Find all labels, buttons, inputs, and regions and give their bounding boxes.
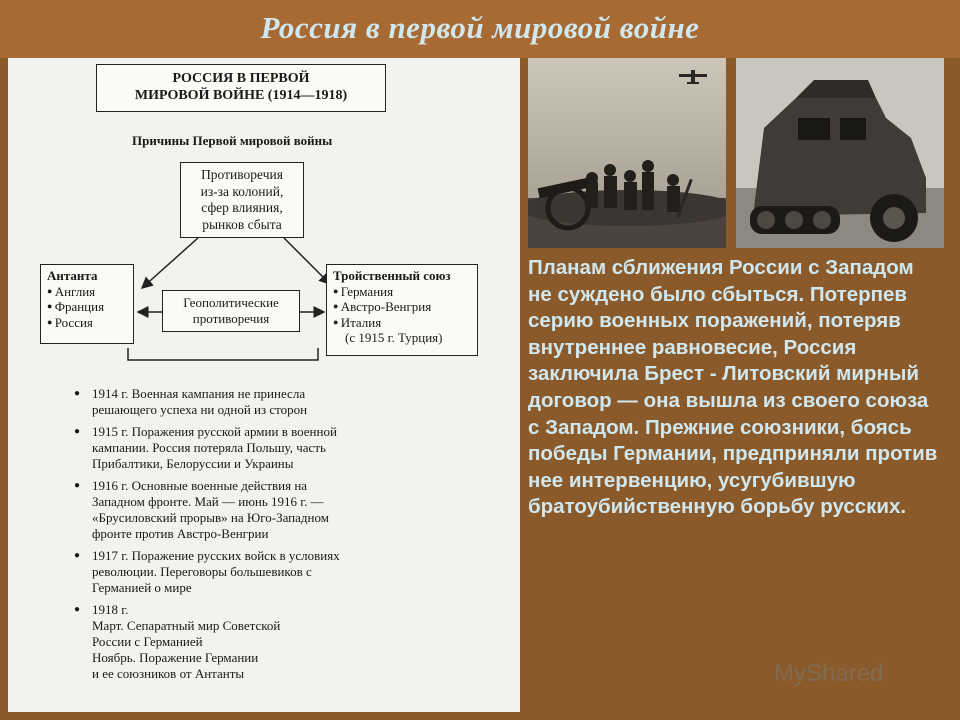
contradictions-line: рынков сбыта bbox=[202, 216, 282, 232]
entente-member: ● Англия bbox=[47, 284, 133, 300]
entente-member: ● Россия bbox=[47, 315, 133, 331]
scheme-title-line-2: МИРОВОЙ ВОЙНЕ (1914—1918) bbox=[134, 88, 348, 103]
body-paragraph: Планам сближения России с Западом не суждено было сбыться. Потерпев серию военных поражений, потеряв внутреннее равновесие, Россия заключила Брест - Литовский мирный договор — она вышла из своего союза с Западом. Прежние союзники, боясь победы Германии, предприняли против нее интервенцию, усугубившую братоубийственную борьбу русских. bbox=[528, 256, 938, 519]
event-line: России с Германией bbox=[92, 634, 203, 649]
event-item-1917 bbox=[74, 548, 434, 596]
geopolitical-box bbox=[162, 290, 300, 332]
event-line: ● 1914 г. Военная кампания не принесла bbox=[92, 386, 306, 401]
event-line: Прибалтики, Белоруссии и Украины bbox=[92, 456, 294, 471]
event-line: ● 1916 г. Основные военные действия на bbox=[92, 478, 308, 493]
triple-member: ● Германия bbox=[333, 284, 477, 300]
event-line: ● 1918 г. bbox=[92, 602, 129, 617]
arrow-to-entente bbox=[142, 238, 198, 288]
event-line: Западном фронте. Май — июнь 1916 г. — bbox=[92, 494, 324, 509]
contradictions-box bbox=[180, 162, 304, 238]
field-artillery-photo bbox=[528, 58, 726, 248]
scheme-title-line-1: РОССИЯ В ПЕРВОЙ bbox=[172, 71, 310, 86]
event-line: решающего успеха ни одной из сторон bbox=[92, 402, 308, 417]
event-line: «Брусиловский прорыв» на Юго-Западном bbox=[92, 510, 329, 525]
alliances-bracket bbox=[128, 348, 318, 360]
triple-member: ● Италия bbox=[333, 315, 477, 331]
event-line: Германией о мире bbox=[92, 580, 192, 595]
armored-car-image bbox=[736, 58, 944, 248]
event-line: фронте против Австро-Венгрии bbox=[92, 526, 269, 541]
triple-note: (с 1915 г. Турция) bbox=[345, 330, 443, 345]
contradictions-line: сфер влияния, bbox=[201, 200, 283, 215]
triple-member: ● Австро-Венгрия bbox=[333, 299, 477, 315]
triple-alliance-box bbox=[326, 264, 478, 356]
scheme-main-title bbox=[96, 64, 386, 112]
event-item-1918 bbox=[74, 602, 434, 682]
event-item-1915 bbox=[74, 424, 434, 472]
watermark-logo: MyShared bbox=[774, 660, 884, 687]
triple-title: Тройственный союз bbox=[333, 268, 451, 283]
event-line: ● 1915 г. Поражения русской армии в военной bbox=[92, 424, 337, 439]
armored-car-photo bbox=[736, 58, 944, 248]
field-artillery-image bbox=[528, 58, 726, 248]
slide-title: Россия в первой мировой войне bbox=[260, 10, 700, 45]
entente-member: ● Франция bbox=[47, 299, 133, 315]
entente-box bbox=[40, 264, 134, 344]
contradictions-line: из-за колоний, bbox=[200, 183, 284, 199]
events-list bbox=[74, 386, 434, 688]
geo-line: Геополитические bbox=[183, 295, 279, 310]
contradictions-line: Противоречия bbox=[201, 167, 283, 182]
event-line: и ее союзников от Антанты bbox=[92, 666, 245, 681]
event-line: революции. Переговоры большевиков с bbox=[92, 564, 312, 579]
causes-heading: Причины Первой мировой войны bbox=[132, 133, 333, 148]
event-item-1916 bbox=[74, 478, 434, 542]
event-line: Март. Сепаратный мир Советской bbox=[92, 618, 281, 633]
arrow-to-triple bbox=[284, 238, 330, 284]
geo-line: противоречия bbox=[192, 311, 270, 326]
event-line: Ноябрь. Поражение Германии bbox=[92, 650, 259, 665]
event-line: ● 1917 г. Поражение русских войск в условиях bbox=[92, 548, 340, 563]
scheme-scan bbox=[8, 58, 520, 712]
event-line: кампании. Россия потеряла Польшу, часть bbox=[92, 440, 326, 455]
entente-title: Антанта bbox=[47, 268, 98, 283]
event-item-1914 bbox=[74, 386, 434, 418]
